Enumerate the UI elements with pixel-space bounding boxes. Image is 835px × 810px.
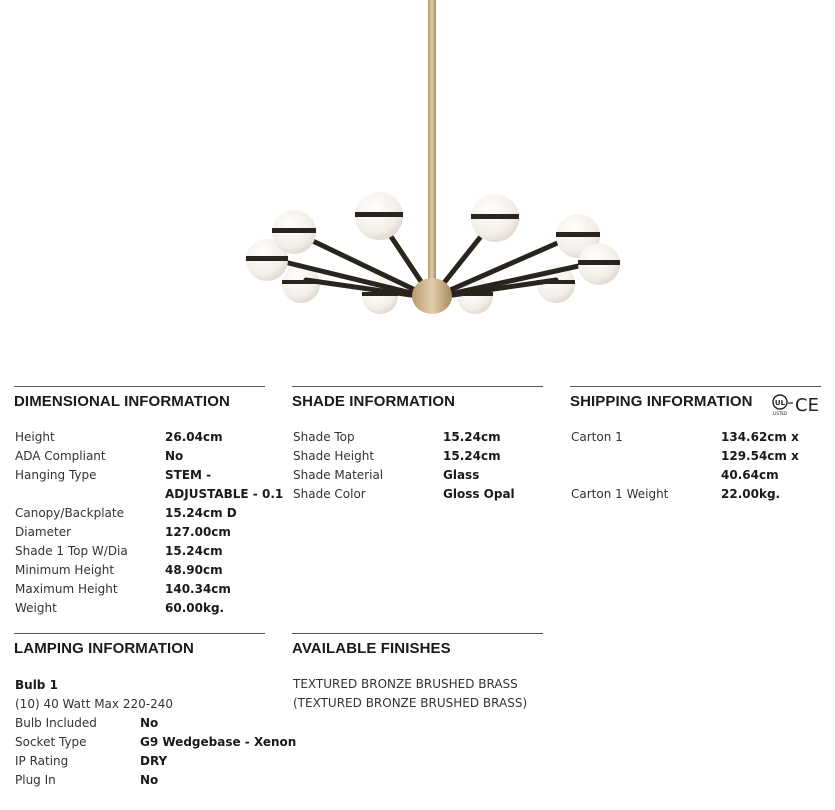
spec-row: [571, 428, 799, 447]
spec-label: Hanging Type: [15, 468, 97, 482]
spec-value: Glass: [443, 468, 480, 482]
spec-row: [571, 485, 799, 504]
ul-mark: UL: [774, 399, 786, 407]
spec-value: 40.64cm: [721, 468, 779, 482]
certification-marks: [771, 394, 827, 420]
ul-listed-label: LISTED: [773, 411, 787, 416]
finishes-list: [293, 675, 527, 713]
spec-row: [15, 466, 283, 485]
spec-label: [571, 447, 721, 466]
spec-label: Socket Type: [15, 735, 87, 749]
section-title: AVAILABLE FINISHES: [292, 640, 451, 657]
spec-value: DRY: [140, 754, 168, 768]
spec-label: Maximum Height: [15, 582, 118, 596]
section-title: DIMENSIONAL INFORMATION: [14, 393, 230, 410]
lamping-section: [14, 633, 265, 657]
spec-row: [15, 542, 283, 561]
spec-label: Shade Material: [293, 468, 384, 482]
shade-section: [292, 386, 543, 410]
spec-value: 140.34cm: [165, 582, 231, 596]
spec-row: [15, 485, 283, 504]
divider: [570, 386, 821, 387]
bulb-description: (10) 40 Watt Max 220-240: [15, 697, 173, 711]
spec-value: 134.62cm x: [721, 430, 799, 444]
spec-value: 15.24cm: [443, 430, 501, 444]
spec-label: Plug In: [15, 773, 56, 787]
spec-value: 26.04cm: [165, 430, 223, 444]
spec-label: Shade Height: [293, 449, 375, 463]
spec-value: 22.00kg.: [721, 487, 781, 501]
spec-row: [293, 485, 515, 504]
spec-row: [15, 714, 296, 733]
stem: [428, 0, 436, 282]
spec-value: 60.00kg.: [165, 601, 225, 615]
spec-value: No: [140, 716, 159, 730]
spec-row: [571, 447, 799, 466]
divider: [14, 386, 265, 387]
spec-row: [571, 466, 799, 485]
spec-label: Diameter: [15, 525, 72, 539]
spec-value: 15.24cm: [443, 449, 501, 463]
spec-label: Shade Color: [293, 487, 366, 501]
product-image: [0, 0, 835, 340]
spec-label: [15, 485, 165, 504]
divider: [14, 633, 265, 634]
spec-label: ADA Compliant: [15, 449, 106, 463]
spec-row: [15, 504, 283, 523]
spec-label: Canopy/Backplate: [15, 506, 124, 520]
spec-label: Minimum Height: [15, 563, 115, 577]
spec-label: [571, 466, 721, 485]
lamping-rows: [15, 676, 296, 790]
spec-label: IP Rating: [15, 754, 69, 768]
shipping-rows: [571, 428, 799, 504]
spec-value: 127.00cm: [165, 525, 231, 539]
section-title: SHIPPING INFORMATION: [570, 393, 753, 410]
spec-value: G9 Wedgebase - Xenon: [140, 735, 297, 749]
canopy-hub: [412, 278, 452, 314]
spec-row: [15, 447, 283, 466]
spec-label: Carton 1: [571, 430, 623, 444]
divider: [292, 633, 543, 634]
section-title: LAMPING INFORMATION: [14, 640, 194, 657]
spec-label: Weight: [15, 601, 57, 615]
spec-value: 48.90cm: [165, 563, 223, 577]
spec-value: ADJUSTABLE - 0.1: [165, 487, 284, 501]
bulb-title: Bulb 1: [15, 678, 58, 692]
spec-row: [15, 771, 296, 790]
spec-label: Shade 1 Top W/Dia: [15, 544, 128, 558]
spec-row: [293, 466, 515, 485]
dimensional-section: [14, 386, 265, 410]
spec-label: Carton 1 Weight: [571, 487, 669, 501]
spec-row: [15, 599, 283, 618]
spec-value: No: [165, 449, 184, 463]
spec-value: 129.54cm x: [721, 449, 799, 463]
spec-row: [15, 733, 296, 752]
spec-row: [15, 523, 283, 542]
spec-label: Shade Top: [293, 430, 355, 444]
finishes-section: [292, 633, 543, 657]
spec-value: 15.24cm: [165, 544, 223, 558]
spec-row: [293, 428, 515, 447]
spec-value: 15.24cm D: [165, 506, 237, 520]
finish-item: (TEXTURED BRONZE BRUSHED BRASS): [293, 696, 528, 710]
spec-row: [15, 580, 283, 599]
spec-label: Height: [15, 430, 55, 444]
spec-row: [15, 752, 296, 771]
spec-value: STEM -: [165, 468, 212, 482]
ce-mark-icon: CE: [795, 395, 819, 416]
spec-value: Gloss Opal: [443, 487, 515, 501]
spec-label: Bulb Included: [15, 716, 97, 730]
spec-value: No: [140, 773, 159, 787]
spec-row: [15, 561, 283, 580]
divider: [292, 386, 543, 387]
section-title: SHADE INFORMATION: [292, 393, 456, 410]
dimensional-rows: [15, 428, 283, 618]
finish-item: TEXTURED BRONZE BRUSHED BRASS: [293, 677, 518, 691]
spec-row: [293, 447, 515, 466]
shade-rows: [293, 428, 515, 504]
spec-row: [15, 428, 283, 447]
